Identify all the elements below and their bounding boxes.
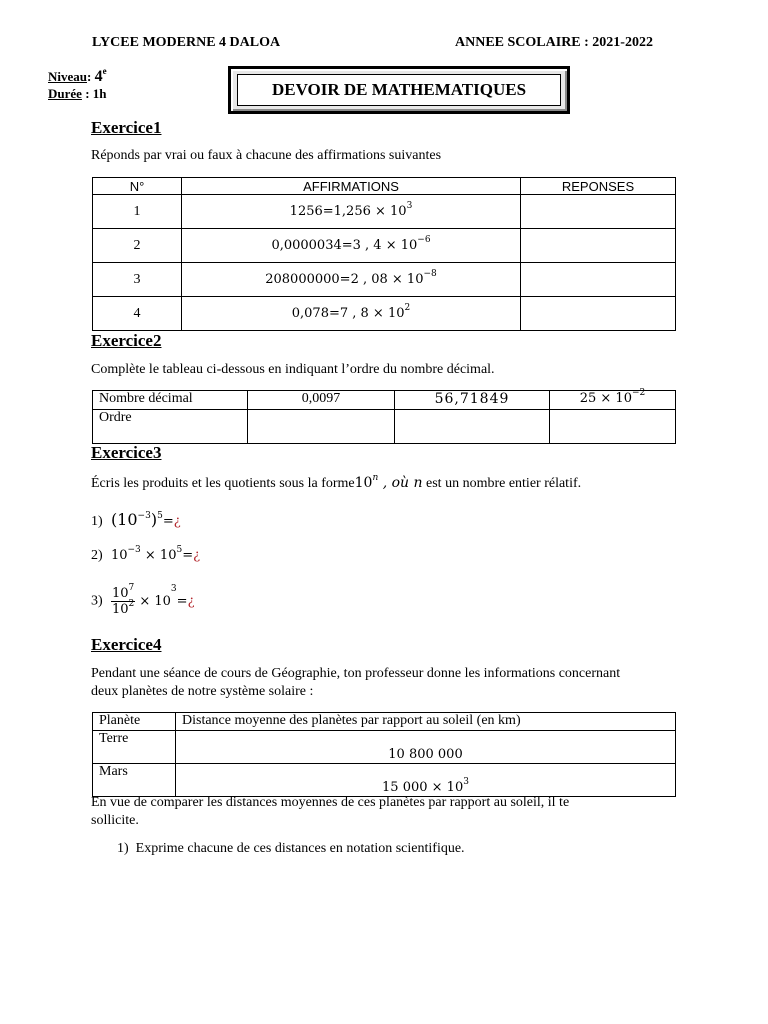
planet-name: Mars bbox=[93, 764, 176, 797]
planet-distance bbox=[176, 764, 676, 797]
decimal-value-base: 25 × 10 bbox=[579, 391, 632, 406]
table-row bbox=[93, 195, 676, 229]
duree bbox=[48, 86, 107, 102]
duree-label: Durée bbox=[48, 86, 82, 101]
instruction-power-base: 10 bbox=[354, 475, 373, 491]
row-number: 4 bbox=[93, 297, 182, 331]
affirmation bbox=[182, 195, 521, 229]
decimal-value: 56,71849 bbox=[395, 391, 550, 410]
ex1-table bbox=[92, 177, 676, 331]
answer-cell[interactable] bbox=[248, 410, 395, 444]
ex2-instruction: Complète le tableau ci-dessous en indiquant l’ordre du nombre décimal. bbox=[91, 362, 495, 377]
row-number: 2 bbox=[93, 229, 182, 263]
expr-exp: 3 bbox=[170, 584, 177, 594]
instruction-text: Écris les produits et les quotients sous la forme bbox=[91, 476, 355, 491]
table-row bbox=[93, 263, 676, 297]
ex3-item-1 bbox=[91, 510, 181, 530]
table-header-row bbox=[93, 178, 676, 195]
ex3-item-2 bbox=[91, 545, 201, 564]
table-row bbox=[93, 731, 676, 764]
question-number: 1) bbox=[117, 841, 129, 856]
expr-exp: −3 bbox=[137, 511, 151, 521]
table-row bbox=[93, 391, 676, 410]
expr-part: × 10 bbox=[135, 594, 171, 609]
ex4-paragraph-line: deux planètes de notre système solaire : bbox=[91, 684, 314, 699]
answer-cell[interactable] bbox=[521, 263, 676, 297]
affirmation-exp: 2 bbox=[404, 303, 411, 313]
unknown-symbol: ¿ bbox=[193, 548, 201, 563]
item-number: 1) bbox=[91, 514, 103, 529]
numerator-base: 10 bbox=[111, 586, 129, 601]
table-row bbox=[93, 229, 676, 263]
expr-exp: 5 bbox=[157, 511, 163, 521]
title-frame bbox=[228, 66, 570, 114]
niveau-sup: e bbox=[102, 66, 107, 76]
instruction-text-end: est un nombre entier rélatif. bbox=[422, 476, 582, 491]
affirmation-exp: 3 bbox=[406, 201, 413, 211]
distance-value: 15 000 × 10 bbox=[382, 780, 464, 795]
affirmation-base: 0,0000034=3 , 4 × 10 bbox=[271, 238, 418, 253]
table-row bbox=[93, 764, 676, 797]
col-header-affirmations: AFFIRMATIONS bbox=[182, 178, 521, 195]
affirmation-exp: −6 bbox=[417, 235, 431, 245]
ex3-title: Exercice3 bbox=[91, 443, 162, 462]
affirmation bbox=[182, 229, 521, 263]
fraction-denominator bbox=[111, 599, 135, 617]
answer-cell[interactable] bbox=[521, 297, 676, 331]
planet-distance bbox=[176, 731, 676, 764]
row-label-decimal: Nombre décimal bbox=[93, 391, 248, 410]
affirmation-base: 208000000=2 , 08 × 10 bbox=[265, 272, 424, 287]
table-row bbox=[93, 410, 676, 444]
ex4-paragraph-line: sollicite. bbox=[91, 813, 139, 828]
denominator-exp: 2 bbox=[128, 599, 135, 609]
ex3-item-3 bbox=[91, 583, 195, 617]
item-number: 3) bbox=[91, 593, 103, 609]
numerator-exp: 7 bbox=[128, 583, 135, 593]
ex3-instruction bbox=[91, 475, 581, 492]
decimal-value-exp: −2 bbox=[631, 388, 646, 398]
expr-part: ) bbox=[150, 510, 158, 529]
col-header-planete: Planète bbox=[93, 713, 176, 731]
row-number: 3 bbox=[93, 263, 182, 297]
decimal-value bbox=[550, 388, 676, 410]
table-header-row bbox=[93, 713, 676, 731]
school-year: ANNEE SCOLAIRE : 2021-2022 bbox=[455, 35, 653, 50]
fraction bbox=[111, 583, 135, 617]
answer-cell[interactable] bbox=[395, 410, 550, 444]
question-text: Exprime chacune de ces distances en notation scientifique. bbox=[135, 841, 465, 856]
ex2-table bbox=[92, 390, 676, 444]
row-number: 1 bbox=[93, 195, 182, 229]
ex2-title: Exercice2 bbox=[91, 331, 162, 350]
niveau: Niveau: 4e bbox=[48, 66, 107, 85]
duree-value: : 1h bbox=[81, 86, 107, 101]
affirmation-base: 0,078=7 , 8 × 10 bbox=[291, 306, 405, 321]
equals-sign: = bbox=[176, 594, 188, 609]
instruction-power-exp: n bbox=[372, 473, 379, 483]
ex4-paragraph-line: Pendant une séance de cours de Géographie, ton professeur donne les informations concernant bbox=[91, 666, 621, 681]
school-name: LYCEE MODERNE 4 DALOA bbox=[92, 35, 281, 50]
niveau-value: 4 bbox=[94, 68, 103, 85]
affirmation-exp: −8 bbox=[423, 269, 437, 279]
document-title: DEVOIR DE MATHEMATIQUES bbox=[237, 74, 561, 106]
distance-value: 10 800 000 bbox=[388, 747, 463, 762]
row-label-ordre: Ordre bbox=[93, 410, 248, 444]
denominator-base: 10 bbox=[111, 602, 129, 617]
item-number: 2) bbox=[91, 548, 103, 563]
planet-name: Terre bbox=[93, 731, 176, 764]
expr-part: × 10 bbox=[140, 548, 177, 563]
ex4-table bbox=[92, 712, 676, 797]
answer-cell[interactable] bbox=[521, 229, 676, 263]
unknown-symbol: ¿ bbox=[187, 594, 195, 609]
col-header-n: N° bbox=[93, 178, 182, 195]
expr-exp: 5 bbox=[176, 545, 183, 555]
ex1-instruction: Réponds par vrai ou faux à chacune des affirmations suivantes bbox=[91, 148, 442, 163]
ex4-title: Exercice4 bbox=[91, 635, 162, 654]
instruction-variable: , où n bbox=[378, 475, 423, 491]
answer-cell[interactable] bbox=[521, 195, 676, 229]
answer-cell[interactable] bbox=[550, 410, 676, 444]
table-row bbox=[93, 297, 676, 331]
col-header-reponses: REPONSES bbox=[521, 178, 676, 195]
ex4-question-1 bbox=[117, 841, 465, 857]
niveau-label: Niveau bbox=[48, 69, 87, 84]
affirmation-base: 1256=1,256 × 10 bbox=[289, 204, 407, 219]
expr-part: 10 bbox=[110, 548, 128, 563]
expr-part: (10 bbox=[110, 510, 138, 529]
equals-sign: = bbox=[182, 548, 194, 563]
affirmation bbox=[182, 297, 521, 331]
unknown-symbol: ¿ bbox=[173, 514, 181, 529]
distance-exp: 3 bbox=[463, 777, 469, 787]
expr-exp: −3 bbox=[127, 545, 141, 555]
decimal-value: 0,0097 bbox=[248, 391, 395, 410]
ex4-paragraph-line: En vue de comparer les distances moyennes de ces planètes par rapport au soleil, il te bbox=[91, 795, 570, 810]
affirmation bbox=[182, 263, 521, 297]
col-header-distance: Distance moyenne des planètes par rapport au soleil (en km) bbox=[176, 713, 676, 731]
equals-sign: = bbox=[162, 514, 174, 529]
ex1-title: Exercice1 bbox=[91, 118, 162, 137]
